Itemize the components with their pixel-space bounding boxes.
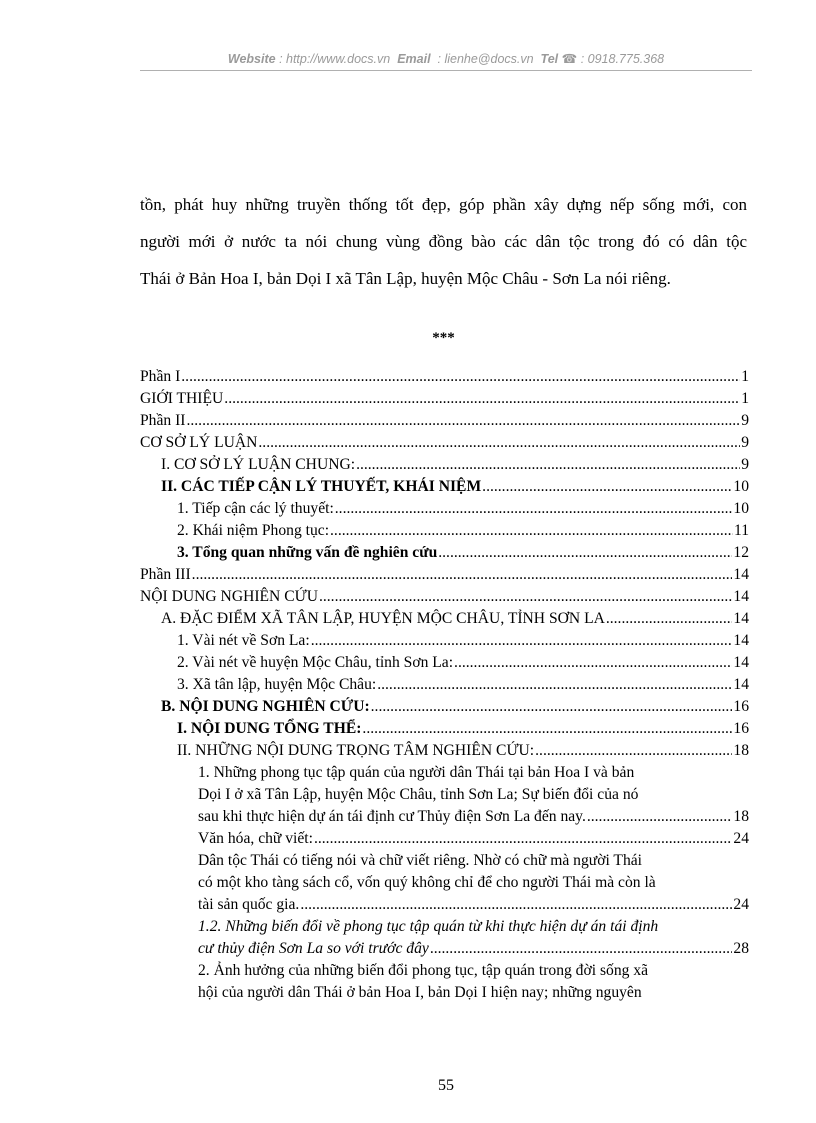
dot-leader <box>330 520 733 542</box>
dot-leader <box>335 498 733 520</box>
dot-leader <box>192 564 733 586</box>
dot-leader <box>314 828 732 850</box>
toc-entry-page: 18 <box>733 742 749 759</box>
toc-entry-page: 16 <box>733 720 749 737</box>
toc-entry-title: 1. Tiếp cận các lý thuyết: <box>177 500 334 517</box>
dot-leader <box>482 476 732 498</box>
toc-entry-son-la <box>177 630 749 652</box>
toc-entry-title: I. NỘI DUNG TỔNG THỂ: <box>177 720 362 737</box>
toc-entry-page: 1 <box>741 390 749 407</box>
header-divider <box>140 70 752 71</box>
website-value: : http://www.docs.vn <box>279 52 391 66</box>
toc-entry-title: 3. Xã tân lập, huyện Mộc Châu: <box>177 676 377 693</box>
toc-entry-title: GIỚI THIỆU <box>140 390 224 407</box>
toc-entry-title: B. NỘI DUNG NGHIÊN CỨU: <box>161 698 370 715</box>
toc-entry-title: sau khi thực hiện dự án tái định cư Thủy điện Sơn La đến nay. <box>198 808 586 825</box>
toc-entry-title: Phần II <box>140 412 186 429</box>
dot-leader <box>311 630 733 652</box>
toc-entry-van-hoa <box>198 828 749 850</box>
intro-line: Thái ở Bản Hoa I, bản Dọi I xã Tân Lập, huyện Mộc Châu - Sơn La nói riêng. <box>140 269 671 288</box>
toc-entry-tong-quan <box>177 542 749 564</box>
dot-leader <box>535 740 732 762</box>
dot-leader <box>319 586 732 608</box>
toc-entry-bien-doi-line: 1.2. Những biến đổi về phong tục tập quán từ khi thực hiện dự án tái định <box>198 918 659 935</box>
toc-entry-page: 9 <box>741 412 749 429</box>
toc-entry-page: 9 <box>741 456 749 473</box>
toc-entry-co-so-ly-luan <box>140 432 749 454</box>
toc-entry-phong-tuc-line: 1. Những phong tục tập quán của người dân Thái tại bản Hoa I và bản <box>198 764 635 781</box>
toc-entry-page: 14 <box>733 588 749 605</box>
toc-entry-phan-1 <box>140 366 749 388</box>
dot-leader <box>606 608 733 630</box>
toc-entry-title: Phần III <box>140 566 191 583</box>
dot-leader <box>356 454 740 476</box>
toc-entry-title: 3. Tổng quan những vấn đề nghiên cứu <box>177 544 438 561</box>
dot-leader <box>181 366 740 388</box>
toc-entry-page: 12 <box>733 544 749 561</box>
dot-leader <box>430 938 733 960</box>
toc-entry-title: Văn hóa, chữ viết: <box>198 830 313 847</box>
dot-leader <box>371 696 733 718</box>
toc-entry-page: 14 <box>733 676 749 693</box>
toc-entry-noi-dung-nghien-cuu <box>140 586 749 608</box>
toc-entry-title: 1. Vài nét về Sơn La: <box>177 632 310 649</box>
toc-entry-dac-diem-xa <box>161 608 749 630</box>
toc-entry-title: 2. Vài nét về huyện Mộc Châu, tỉnh Sơn La: <box>177 654 454 671</box>
dot-leader <box>186 410 740 432</box>
toc-entry-page: 16 <box>733 698 749 715</box>
toc-entry-title: II. CÁC TIẾP CẬN LÝ THUYẾT, KHÁI NIỆM <box>161 478 482 495</box>
toc-entry-page: 10 <box>733 478 749 495</box>
toc-entry-title: II. NHỮNG NỘI DUNG TRỌNG TÂM NGHIÊN CỨU: <box>177 742 535 759</box>
intro-line: người mới ở nước ta nói chung vùng đồng bào các dân tộc trong đó có dân tộc <box>140 232 747 251</box>
dot-leader <box>454 652 732 674</box>
toc-entry-page: 24 <box>733 830 749 847</box>
toc-entry-title: I. CƠ SỞ LÝ LUẬN CHUNG: <box>161 456 356 473</box>
dot-leader <box>224 388 740 410</box>
toc-entry-page: 14 <box>733 654 749 671</box>
toc-entry-title: NỘI DUNG NGHIÊN CỨU <box>140 588 318 605</box>
toc-entry-b-noi-dung <box>161 696 749 718</box>
tel-value: : 0918.775.368 <box>580 52 665 66</box>
toc-entry-phan-3 <box>140 564 749 586</box>
toc-entry-phan-2 <box>140 410 749 432</box>
toc-entry-dan-toc-line: Dân tộc Thái có tiếng nói và chữ viết riêng. Nhờ có chữ mà người Thái <box>198 852 642 869</box>
tel-label: Tel <box>540 52 559 66</box>
dot-leader <box>258 432 740 454</box>
dot-leader <box>438 542 732 564</box>
toc-entry-title: tài sản quốc gia. <box>198 896 300 913</box>
page-number: 55 <box>438 1077 454 1094</box>
toc-entry-page: 24 <box>733 896 749 913</box>
toc-entry-page: 28 <box>733 940 749 957</box>
phone-icon: ☎ <box>561 52 578 66</box>
toc-entry-page: 14 <box>733 610 749 627</box>
toc-entry-page: 14 <box>733 632 749 649</box>
page-header <box>140 51 752 66</box>
toc-entry-title: cư thủy điện Sơn La so với trước đây <box>198 940 429 957</box>
intro-line: tồn, phát huy những truyền thống tốt đẹp, góp phần xây dựng nếp sống mới, con <box>140 195 747 214</box>
toc-entry-title: CƠ SỞ LÝ LUẬN <box>140 434 258 451</box>
dot-leader <box>300 894 732 916</box>
toc-entry-title: A. ĐẶC ĐIỂM XÃ TÂN LẬP, HUYỆN MỘC CHÂU, TỈNH SƠN LA <box>161 610 605 627</box>
toc-entry-page: 10 <box>733 500 749 517</box>
toc-entry-gioi-thieu <box>140 388 749 410</box>
toc-entry-xa-tan-lap <box>177 674 749 696</box>
toc-entry-phong-tuc-last <box>198 806 749 828</box>
email-label: Email <box>397 52 431 66</box>
toc-entry-khai-niem-phong-tuc <box>177 520 749 542</box>
toc-entry-anh-huong-line: 2. Ảnh hưởng của những biến đổi phong tục, tập quán trong đời sống xã <box>198 962 649 979</box>
toc-entry-moc-chau <box>177 652 749 674</box>
toc-entry-page: 11 <box>733 522 749 539</box>
toc-entry-title: 2. Khái niệm Phong tục: <box>177 522 330 539</box>
website-label: Website <box>227 52 276 66</box>
toc-entry-bien-doi-last <box>198 938 749 960</box>
toc-entry-anh-huong-line: hội của người dân Thái ở bản Hoa I, bản Dọi I hiện nay; những nguyên <box>198 984 642 1001</box>
toc-entry-page: 9 <box>741 434 749 451</box>
toc-entry-dan-toc-line: có một kho tàng sách cổ, vốn quý không chỉ để cho người Thái mà còn là <box>198 874 656 891</box>
toc-entry-tiep-can-ly-thuyet <box>161 476 749 498</box>
toc-entry-trong-tam <box>177 740 749 762</box>
toc-entry-page: 14 <box>733 566 749 583</box>
toc-entry-page: 1 <box>741 368 749 385</box>
email-value: : lienhe@docs.vn <box>437 52 534 66</box>
dot-leader <box>587 806 733 828</box>
dot-leader <box>362 718 732 740</box>
section-separator: *** <box>432 330 455 346</box>
toc-entry-page: 18 <box>733 808 749 825</box>
toc-entry-title: Phần I <box>140 368 181 385</box>
dot-leader <box>377 674 732 696</box>
toc-entry-noi-dung-tong-the <box>177 718 749 740</box>
toc-entry-dan-toc-last <box>198 894 749 916</box>
toc-entry-tiep-can-cac-ly-thuyet <box>177 498 749 520</box>
toc-entry-phong-tuc-line: Dọi I ở xã Tân Lập, huyện Mộc Châu, tỉnh Sơn La; Sự biến đổi của nó <box>198 786 639 803</box>
toc-entry-co-so-ly-luan-chung <box>161 454 749 476</box>
